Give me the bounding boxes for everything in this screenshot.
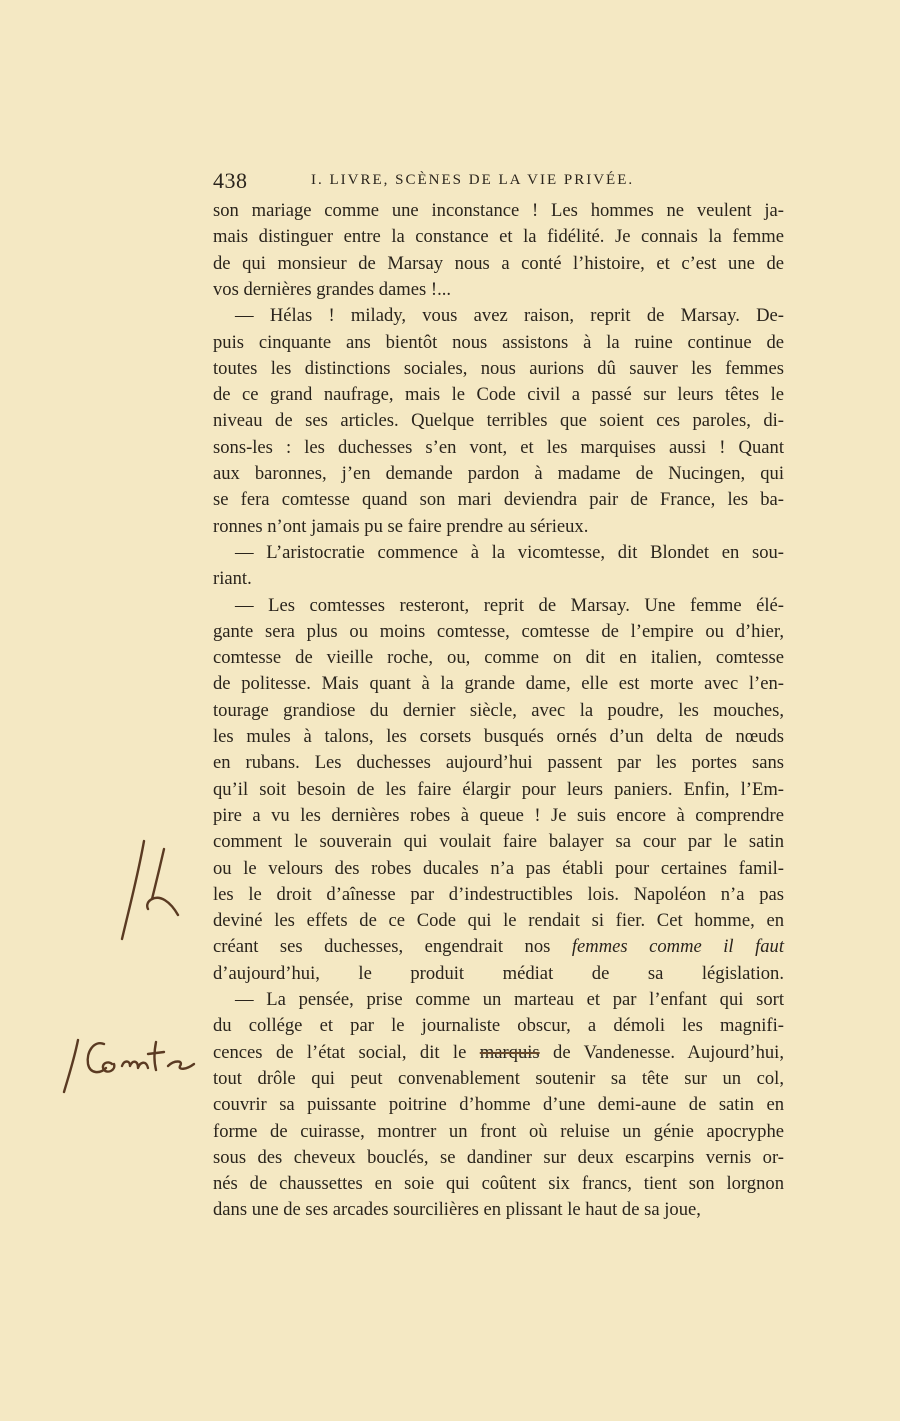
text-line: son mariage comme une inconstance ! Les hommes ne veulent ja-	[213, 200, 784, 221]
struck-word: marquis	[479, 1042, 540, 1063]
text-line: tout drôle qui peut convenablement soutenir sa tête sur un col,	[213, 1068, 784, 1089]
running-title: I. LIVRE, SCÈNES DE LA VIE PRIVÉE.	[311, 172, 635, 188]
text-line: de ce grand naufrage, mais le Code civil a passé sur leurs têtes le	[213, 384, 784, 405]
text-line: toutes les distinctions sociales, nous aurions dû sauver les femmes	[213, 358, 784, 379]
text-line: — Les comtesses resteront, reprit de Marsay. Une femme élé-	[235, 595, 784, 616]
text-line: puis cinquante ans bientôt nous assistons à la ruine continue de	[213, 332, 784, 353]
text-line: pire a vu les dernières robes à queue ! Je suis encore à comprendre	[213, 805, 784, 826]
margin-note-2	[60, 1030, 200, 1100]
text-line: créant ses duchesses, engendrait nos femmes comme il faut	[213, 936, 785, 957]
handwritten-mark-icon	[60, 1030, 200, 1100]
text-line: sons-les : les duchesses s’en vont, et les marquises aussi ! Quant	[213, 437, 784, 458]
text-line: forme de cuirasse, montrer un front où reluise un génie apocryphe	[213, 1121, 784, 1142]
text-line: les le droit d’aînesse par d’indestructibles lois. Napoléon n’a pas	[213, 884, 784, 905]
text-line: niveau de ses articles. Quelque terribles que soient ces paroles, di-	[213, 410, 784, 431]
text-line: nés de chaussettes en soie qui coûtent six francs, tient son lorgnon	[213, 1173, 784, 1194]
text-line: — L’aristocratie commence à la vicomtesse, dit Blondet en sou-	[235, 542, 784, 563]
text-line: qu’il soit besoin de les faire élargir pour leurs paniers. Enfin, l’Em-	[213, 779, 784, 800]
text-line: tourage grandiose du dernier siècle, avec la poudre, les mouches,	[213, 700, 784, 721]
text-line: sous des cheveux bouclés, se dandiner sur deux escarpins vernis or-	[213, 1147, 784, 1168]
text-line: comment le souverain qui voulait faire balayer sa cour par le satin	[213, 831, 784, 852]
text-line: en rubans. Les duchesses aujourd’hui passent par les portes sans	[213, 752, 784, 773]
text-line: se fera comtesse quand son mari deviendra pair de France, les ba-	[213, 489, 784, 510]
running-header	[213, 168, 784, 194]
text-line: du collége et par le journaliste obscur, a démoli les magnifi-	[213, 1015, 784, 1036]
text-line: de qui monsieur de Marsay nous a conté l’histoire, et c’est une de	[213, 253, 784, 274]
text-line: riant.	[213, 568, 252, 589]
text-line: aux baronnes, j’en demande pardon à madame de Nucingen, qui	[213, 463, 784, 484]
text-line: gante sera plus ou moins comtesse, comtesse de l’empire ou d’hier,	[213, 621, 784, 642]
margin-note-1	[118, 835, 188, 945]
text-line: dans une de ses arcades sourcilières en plissant le haut de sa joue,	[213, 1199, 701, 1220]
text-line: d’aujourd’hui, le produit médiat de sa législation.	[213, 963, 784, 984]
text-line: ronnes n’ont jamais pu se faire prendre au sérieux.	[213, 516, 589, 537]
text-line: couvrir sa puissante poitrine d’homme d’une demi-aune de satin en	[213, 1094, 784, 1115]
handwritten-mark-icon	[118, 835, 188, 945]
text-line: les mules à talons, les corsets busqués ornés d’un delta de nœuds	[213, 726, 784, 747]
text-line: cences de l’état social, dit le marquis de Vandenesse. Aujourd’hui,	[213, 1042, 784, 1063]
text-line: deviné les effets de ce Code qui le rendait si fier. Cet homme, en	[213, 910, 784, 931]
text-line: comtesse de vieille roche, ou, comme on dit en italien, comtesse	[213, 647, 784, 668]
text-line: vos dernières grandes dames !...	[213, 279, 452, 300]
page-number: 438	[213, 168, 248, 193]
text-line: ou le velours des robes ducales n’a pas établi pour certaines famil-	[213, 858, 784, 879]
italic-phrase: femmes comme il faut	[571, 936, 785, 957]
text-line: mais distinguer entre la constance et la fidélité. Je connais la femme	[213, 226, 784, 247]
text-line: — Hélas ! milady, vous avez raison, reprit de Marsay. De-	[235, 305, 784, 326]
text-line: — La pensée, prise comme un marteau et par l’enfant qui sort	[235, 989, 784, 1010]
text-line: de politesse. Mais quant à la grande dame, elle est morte avec l’en-	[213, 673, 784, 694]
